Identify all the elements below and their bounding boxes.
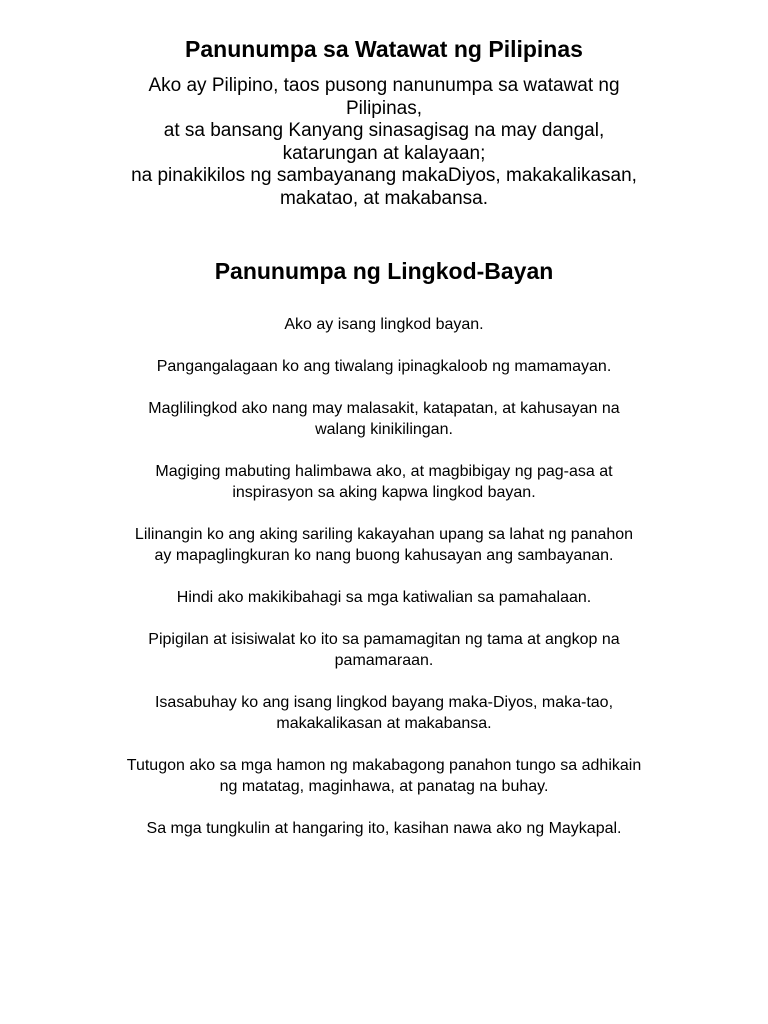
flag-oath-line: Ako ay Pilipino, taos pusong nanunumpa sa watawat ng [148, 75, 620, 96]
flag-oath-line: makatao, at makabansa. [279, 187, 489, 209]
oath-paragraph [80, 629, 688, 671]
oath-line: Tutugon ako sa mga hamon ng makabagong panahon tungo sa adhikain [126, 757, 642, 774]
oath-line: Hindi ako makikibahagi sa mga katiwalian sa pamahalaan. [176, 589, 592, 606]
oath-paragraph [80, 314, 688, 335]
oath-line: Lilinangin ko ang aking sariling kakayahan upang sa lahat ng panahon [134, 526, 634, 543]
civil-servant-oath-text [80, 314, 688, 860]
oath-line: inspirasyon sa aking kapwa lingkod bayan. [232, 484, 536, 501]
oath-line: Pipigilan at isisiwalat ko ito sa pamamagitan ng tama at angkop na [148, 631, 620, 648]
oath-line: Ako ay isang lingkod bayan. [284, 316, 484, 333]
flag-oath-line: at sa bansang Kanyang sinasagisag na may dangal, [163, 120, 605, 141]
oath-paragraph [80, 692, 688, 734]
oath-paragraph [80, 398, 688, 440]
civil-servant-oath-title: Panunumpa ng Lingkod-Bayan [214, 258, 554, 284]
oath-paragraph [80, 587, 688, 608]
flag-oath-line: Pilipinas, [345, 97, 423, 119]
oath-paragraph [80, 818, 688, 839]
flag-oath-line: katarungan at kalayaan; [282, 142, 486, 164]
oath-paragraph [80, 356, 688, 377]
oath-line: ng matatag, maginhawa, at panatag na buhay. [219, 778, 549, 795]
oath-line: makakalikasan at makabansa. [276, 715, 492, 732]
oath-paragraph [80, 461, 688, 503]
oath-line: Isasabuhay ko ang isang lingkod bayang maka-Diyos, maka-tao, [154, 694, 614, 711]
flag-oath-line: na pinakikilos ng sambayanang makaDiyos, makakalikasan, [131, 165, 637, 186]
oath-line: walang kinikilingan. [315, 421, 453, 438]
oath-line: Magiging mabuting halimbawa ako, at magbibigay ng pag-asa at [155, 463, 613, 480]
oath-paragraph [80, 755, 688, 797]
flag-oath-title: Panunumpa sa Watawat ng Pilipinas [185, 36, 583, 62]
oath-paragraph [80, 524, 688, 566]
oath-line: Maglilingkod ako nang may malasakit, katapatan, at kahusayan na [148, 400, 620, 417]
oath-line: pamamaraan. [334, 652, 434, 669]
flag-oath-text [110, 75, 658, 210]
oath-line: Sa mga tungkulin at hangaring ito, kasihan nawa ako ng Maykapal. [146, 820, 622, 837]
oath-line: ay mapaglingkuran ko nang buong kahusayan ang sambayanan. [154, 547, 614, 564]
oath-line: Pangangalagaan ko ang tiwalang ipinagkaloob ng mamamayan. [156, 358, 612, 375]
